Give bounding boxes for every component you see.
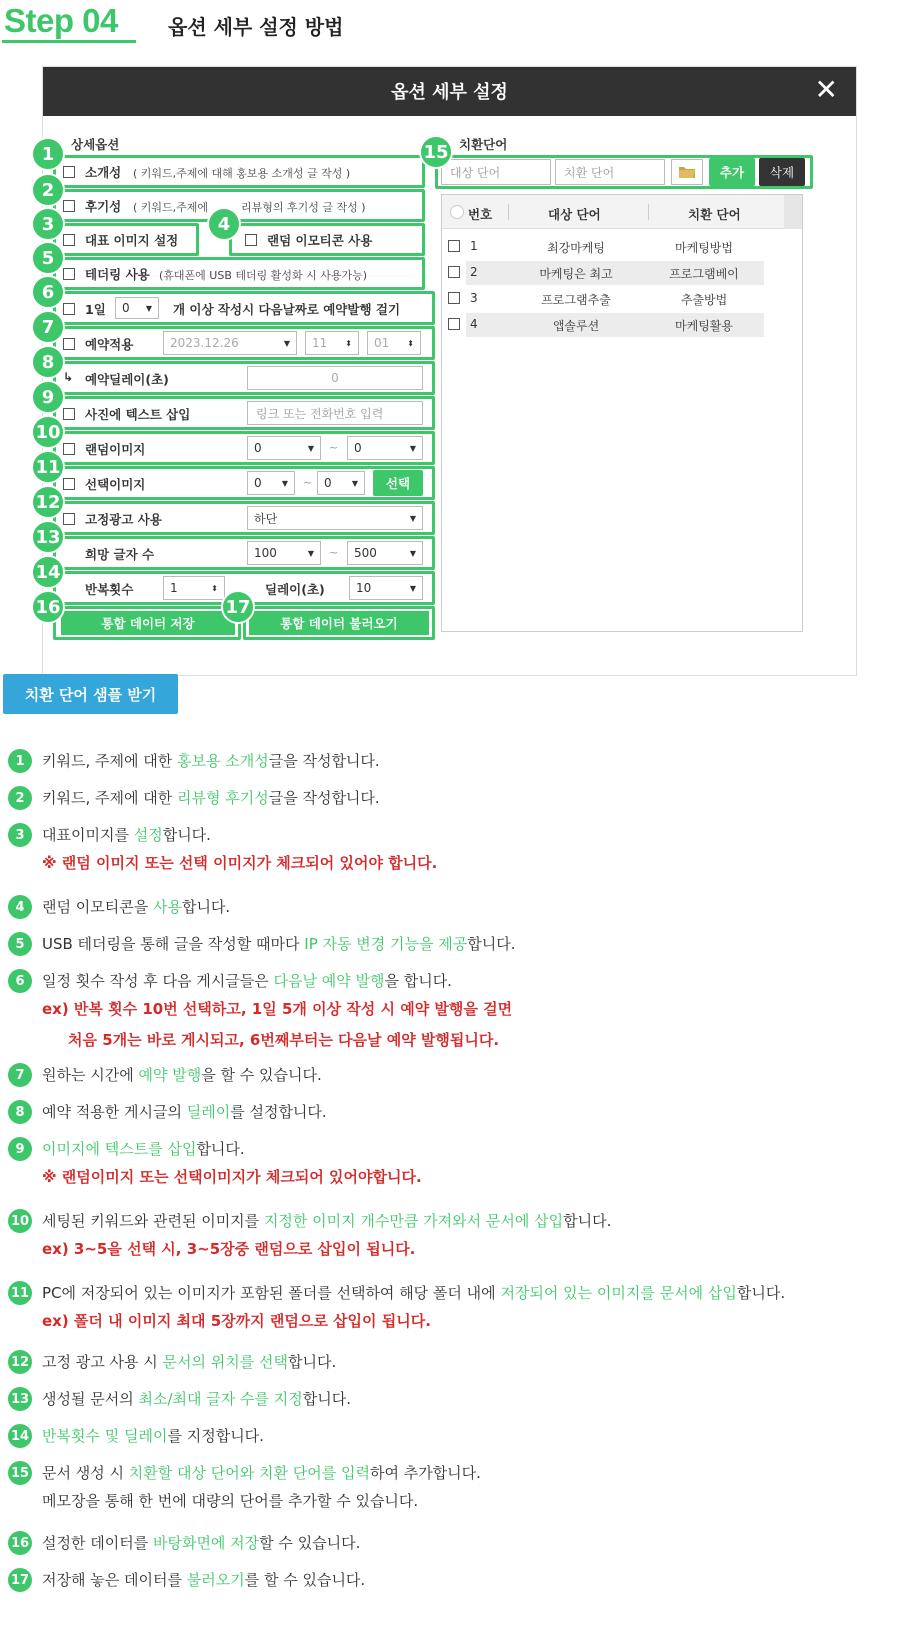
random-to-value: 0 (354, 441, 362, 455)
options-window (35, 66, 857, 676)
description-badge: 8 (8, 1100, 32, 1124)
description-badge: 15 (8, 1461, 32, 1485)
badge-13: 13 (31, 520, 65, 554)
description-plain: 고정 광고 사용 시 (42, 1353, 163, 1371)
spinner-icon: ⬍ (345, 338, 352, 348)
review-label: 후기성 (85, 199, 122, 214)
description-plain: 을 합니다. (384, 972, 452, 990)
badge-12: 12 (31, 485, 65, 519)
badge-6: 6 (31, 275, 65, 309)
badge-8: 8 (31, 345, 65, 379)
table-header (442, 195, 802, 229)
description-plain: 를 지정합니다. (167, 1427, 264, 1445)
intro-note: ( 키워드,주제에 대해 홍보용 소개성 글 작성 ) (133, 167, 351, 180)
description-badge: 13 (8, 1387, 32, 1411)
description-plain: 합니다. (302, 1390, 351, 1408)
select-from-value: 0 (254, 476, 262, 490)
description-text (42, 1424, 264, 1448)
description-plain: 합니다. (563, 1212, 612, 1230)
reserve-date-picker[interactable] (163, 331, 297, 355)
range-tilde: ~ (303, 476, 313, 489)
description-text (42, 1100, 327, 1124)
sample-download-button[interactable]: 치환 단어 샘플 받기 (3, 674, 178, 714)
description-plain: 일정 횟수 작성 후 다음 게시글들은 (42, 972, 274, 990)
char-min-select[interactable] (247, 541, 321, 565)
replace-word-table (441, 194, 803, 632)
reserve-label: 예약적용 (85, 337, 134, 352)
description-text (42, 969, 512, 993)
column-header-no: 번호 (468, 207, 493, 222)
badge-14: 14 (31, 555, 65, 589)
description-plain: 합니다. (162, 826, 211, 844)
reserve-minute-spinner[interactable] (367, 331, 421, 355)
description-plain: 하여 추가합니다. (369, 1464, 481, 1482)
description-body (32, 1100, 327, 1124)
badge-9: 9 (31, 380, 65, 414)
chevron-down-icon: ▼ (409, 443, 416, 453)
description-item (8, 895, 230, 919)
badge-1: 1 (31, 137, 65, 171)
description-plain: 저장해 놓은 데이터를 (42, 1571, 187, 1589)
description-highlight: 불러오기 (186, 1571, 245, 1589)
row-replace: 추출방법 (680, 293, 728, 307)
description-plain: 합니다. (196, 1140, 245, 1158)
description-plain: PC에 저장되어 있는 이미지가 포함된 폴더를 선택하여 해당 폴더 내에 (42, 1284, 501, 1302)
description-text (42, 1063, 322, 1087)
description-badge: 14 (8, 1424, 32, 1448)
description-highlight: 이미지에 텍스트를 삽입 (42, 1140, 197, 1158)
description-item (8, 1137, 422, 1193)
repeat-count-value: 1 (170, 581, 178, 595)
spinner-icon: ⬍ (407, 338, 414, 348)
target-word-input[interactable]: 대상 단어 (441, 159, 551, 185)
description-body (32, 969, 512, 1055)
table-row[interactable] (442, 313, 764, 337)
description-highlight: 사용 (152, 898, 182, 916)
row-checkbox[interactable] (448, 240, 460, 252)
description-highlight: 다음날 예약 발행 (273, 972, 385, 990)
description-body (32, 1281, 785, 1337)
description-highlight: 저장되어 있는 이미지를 문서에 삽입 (500, 1284, 737, 1302)
description-plain: 합니다. (181, 898, 231, 916)
badge-15: 15 (419, 135, 453, 169)
description-badge: 2 (8, 786, 32, 810)
table-row[interactable] (442, 261, 764, 285)
daily-suffix: 개 이상 작성시 다음날짜로 예약발행 걸기 (173, 302, 401, 317)
description-body (32, 932, 515, 956)
description-badge: 9 (8, 1137, 32, 1161)
description-text (42, 1387, 351, 1411)
description-badge: 16 (8, 1531, 32, 1555)
select-to-value: 0 (324, 476, 332, 490)
row-no: 1 (470, 239, 478, 253)
window-title: 옵션 세부 설정 (391, 82, 508, 103)
description-badge: 4 (8, 895, 32, 919)
description-badge: 11 (8, 1281, 32, 1305)
window-header (43, 67, 856, 116)
description-item (8, 1281, 785, 1337)
description-highlight: IP 자동 변경 기능을 제공 (304, 935, 468, 953)
description-plain: 키워드, 주제에 대한 (42, 789, 177, 807)
description-badge: 3 (8, 823, 32, 847)
random-image-label: 랜덤이미지 (85, 442, 146, 457)
range-tilde: ~ (329, 441, 339, 454)
description-item (8, 1387, 351, 1411)
random-from-value: 0 (254, 441, 262, 455)
repeat-delay-label: 딜레이(초) (265, 582, 325, 597)
description-body (32, 1531, 360, 1555)
description-plain: 키워드, 주제에 대한 (42, 752, 177, 770)
description-plain: 원하는 시간에 (42, 1066, 139, 1084)
description-item (8, 786, 380, 810)
delay-input[interactable]: 0 (247, 366, 423, 390)
description-highlight: 문서의 위치를 선택 (162, 1353, 288, 1371)
rep-image-checkbox[interactable] (63, 234, 75, 246)
description-highlight: 반복횟수 및 딜레이 (42, 1427, 168, 1445)
reserve-hour-spinner[interactable] (305, 331, 359, 355)
description-text (42, 1350, 336, 1374)
description-text (42, 749, 380, 773)
char-count-label: 희망 글자 수 (85, 547, 155, 562)
tether-checkbox[interactable] (63, 268, 75, 280)
description-item (8, 1531, 360, 1555)
description-text (42, 1461, 481, 1485)
close-icon[interactable]: ✕ (814, 73, 838, 106)
row-checkbox[interactable] (448, 292, 460, 304)
row-target: 최강마케팅 (547, 241, 605, 255)
badge-3: 3 (31, 207, 65, 241)
badge-4: 4 (207, 207, 241, 241)
row-no: 3 (470, 291, 478, 305)
select-to-select[interactable] (317, 471, 365, 495)
badge-5: 5 (31, 241, 65, 275)
chevron-down-icon: ▼ (145, 303, 152, 313)
row-target: 마케팅은 최고 (539, 267, 613, 281)
description-badge: 17 (8, 1568, 32, 1592)
char-max-select[interactable] (347, 541, 423, 565)
char-min-value: 100 (254, 546, 277, 560)
description-plain: 를 설정합니다. (230, 1103, 327, 1121)
description-highlight: 홍보용 소개성 (177, 752, 269, 770)
description-plain: 예약 적용한 게시글의 (42, 1103, 187, 1121)
description-item (8, 1568, 365, 1592)
description-note: ex) 폴더 내 이미지 최대 5장까지 랜덤으로 삽입이 됩니다. (42, 1312, 431, 1330)
text-insert-label: 사진에 텍스트 삽입 (85, 407, 191, 422)
description-plain: 할 수 있습니다. (259, 1534, 361, 1552)
chevron-down-icon: ▼ (409, 583, 416, 593)
description-plain: 합니다. (287, 1353, 337, 1371)
row-no: 4 (470, 317, 478, 331)
select-folder-button[interactable]: 선택 (373, 470, 423, 496)
folder-icon (678, 165, 696, 179)
reserve-date-value: 2023.12.26 (170, 336, 239, 350)
description-body (32, 1424, 264, 1448)
badge-17: 17 (221, 590, 255, 624)
description-note: ※ 랜덤이미지 또는 선택이미지가 체크되어 있어야합니다. (42, 1168, 422, 1186)
description-body (32, 1137, 422, 1193)
row-checkbox[interactable] (448, 318, 460, 330)
description-item (8, 969, 512, 1055)
description-item (8, 932, 515, 956)
delete-word-button[interactable]: 삭제 (759, 158, 805, 186)
description-badge: 7 (8, 1063, 32, 1087)
description-highlight: 바탕화면에 저장 (152, 1534, 260, 1552)
daily-prefix: 1일 (85, 302, 106, 317)
description-plain: 생성될 문서의 (42, 1390, 139, 1408)
chevron-down-icon: ▼ (307, 443, 314, 453)
reserve-checkbox[interactable] (63, 338, 75, 350)
daily-checkbox[interactable] (63, 303, 75, 315)
page-title: 옵션 세부 설정 방법 (168, 15, 344, 39)
row-replace: 마케팅방법 (675, 241, 733, 255)
description-plain: 문서 생성 시 (42, 1464, 129, 1482)
select-image-label: 선택이미지 (85, 477, 146, 492)
description-highlight: 치환할 대상 단어와 치환 단어를 입력 (128, 1464, 370, 1482)
description-item (8, 1350, 336, 1374)
description-text (42, 786, 380, 810)
description-highlight: 설정 (133, 826, 163, 844)
replace-words-title: 치환단어 (459, 137, 508, 152)
description-plain: 대표이미지를 (42, 826, 134, 844)
description-note: ※ 랜덤 이미지 또는 선택 이미지가 체크되어 있어야 합니다. (42, 854, 438, 872)
rep-image-label: 대표 이미지 설정 (85, 233, 179, 248)
fixed-ad-label: 고정광고 사용 (85, 512, 162, 527)
description-badge: 12 (8, 1350, 32, 1374)
description-text (42, 1209, 611, 1233)
description-item (8, 1424, 264, 1448)
description-plain: 를 할 수 있습니다. (244, 1571, 366, 1589)
emoticon-checkbox[interactable] (245, 234, 257, 246)
intro-checkbox[interactable] (63, 166, 75, 178)
intro-label: 소개성 (85, 165, 122, 180)
fixed-ad-checkbox[interactable] (63, 513, 75, 525)
description-text (42, 823, 437, 847)
badge-11: 11 (31, 450, 65, 484)
folder-open-button[interactable] (671, 159, 703, 185)
description-item (8, 1100, 327, 1124)
description-highlight: 예약 발행 (138, 1066, 202, 1084)
column-header-replace: 치환 단어 (688, 207, 741, 222)
description-body (32, 823, 437, 879)
description-plain: 합니다. (467, 935, 516, 953)
fixed-ad-position-select[interactable] (247, 506, 423, 530)
description-plain: USB 테더링을 통해 글을 작성할 때마다 (42, 935, 305, 953)
description-body (32, 1568, 365, 1592)
chevron-down-icon: ▼ (409, 513, 416, 523)
description-badge: 6 (8, 969, 32, 993)
range-tilde: ~ (329, 546, 339, 559)
random-image-checkbox[interactable] (63, 443, 75, 455)
badge-2: 2 (31, 173, 65, 207)
description-plain: 합니다. (736, 1284, 786, 1302)
select-image-checkbox[interactable] (63, 478, 75, 490)
column-divider (508, 204, 509, 220)
replace-word-input[interactable]: 치환 단어 (555, 159, 665, 185)
description-plain: 세팅된 키워드와 관련된 이미지를 (42, 1212, 264, 1230)
description-item (8, 1063, 322, 1087)
description-body (32, 895, 230, 919)
tether-label: 테더링 사용 (85, 267, 150, 282)
chevron-down-icon: ▼ (409, 548, 416, 558)
description-text (42, 1281, 785, 1305)
reserve-minute-value: 01 (374, 336, 390, 350)
random-from-select[interactable] (247, 436, 321, 460)
description-body (32, 749, 380, 773)
sub-arrow-icon: ↳ (63, 370, 74, 384)
description-body (32, 1350, 336, 1374)
review-note-2: 리뷰형의 후기성 글 작성 ) (241, 201, 366, 214)
reserve-hour-value: 11 (312, 336, 328, 350)
select-from-select[interactable] (247, 471, 295, 495)
description-item (8, 823, 437, 879)
description-plain: 설정한 데이터를 (42, 1534, 153, 1552)
row-target: 앱솔루션 (552, 319, 600, 333)
daily-count-select[interactable] (115, 297, 159, 319)
description-highlight: 리뷰형 후기성 (177, 789, 269, 807)
spinner-icon: ⬍ (211, 583, 218, 593)
badge-16: 16 (31, 590, 65, 624)
description-item (8, 1209, 611, 1265)
description-badge: 1 (8, 749, 32, 773)
description-extra: 메모장을 통해 한 번에 대량의 단어를 추가할 수 있습니다. (42, 1492, 419, 1510)
description-note: 처음 5개는 바로 게시되고, 6번째부터는 다음날 예약 발행됩니다. (68, 1031, 500, 1049)
description-highlight: 딜레이 (186, 1103, 231, 1121)
column-header-target: 대상 단어 (548, 207, 601, 222)
description-note: ex) 3~5을 선택 시, 3~5장중 랜덤으로 삽입이 됩니다. (42, 1240, 416, 1258)
text-insert-checkbox[interactable] (63, 408, 75, 420)
random-to-select[interactable] (347, 436, 423, 460)
calendar-dropdown-icon: ▼ (283, 338, 290, 348)
description-text (42, 932, 515, 956)
step-title: Step 04 (4, 2, 118, 39)
fixed-ad-position-value: 하단 (254, 511, 278, 526)
column-divider (648, 204, 649, 220)
repeat-count-input[interactable] (163, 576, 225, 600)
detail-options-title: 상세옵션 (71, 137, 120, 152)
add-word-button[interactable]: 추가 (709, 158, 755, 186)
char-max-value: 500 (354, 546, 377, 560)
repeat-delay-value: 10 (356, 581, 372, 595)
description-body (32, 1461, 481, 1517)
description-text (42, 1531, 360, 1555)
repeat-delay-select[interactable] (349, 576, 423, 600)
repeat-label: 반복횟수 (85, 582, 134, 597)
description-note: ex) 반복 횟수 10번 선택하고, 1일 5개 이상 작성 시 예약 발행을 걸면 (42, 1000, 513, 1018)
description-item (8, 1461, 481, 1517)
daily-count-value: 0 (122, 301, 130, 315)
description-body (32, 1387, 351, 1411)
description-badge: 10 (8, 1209, 32, 1233)
description-body (32, 786, 380, 810)
scrollbar[interactable] (784, 195, 802, 229)
step-underline (2, 40, 136, 43)
row-target: 프로그램추출 (541, 293, 611, 307)
description-body (32, 1063, 322, 1087)
description-plain: 랜덤 이모티콘을 (42, 898, 153, 916)
chevron-down-icon: ▼ (351, 478, 358, 488)
description-highlight: 지정한 이미지 개수만큼 가져와서 문서에 삽입 (263, 1212, 564, 1230)
description-body (32, 1209, 611, 1265)
chevron-down-icon: ▼ (307, 548, 314, 558)
description-text (42, 1568, 365, 1592)
load-data-button[interactable]: 통합 데이터 불러오기 (249, 611, 429, 635)
badge-7: 7 (31, 310, 65, 344)
row-no: 2 (470, 265, 478, 279)
save-data-button[interactable]: 통합 데이터 저장 (61, 611, 235, 635)
emoticon-label: 랜덤 이모티콘 사용 (267, 233, 373, 248)
description-badge: 5 (8, 932, 32, 956)
row-replace: 마케팅활용 (675, 319, 733, 333)
row-replace: 프로그램베이 (669, 267, 739, 281)
table-row[interactable] (442, 287, 764, 311)
tether-note: (휴대폰에 USB 테더링 활성화 시 사용가능) (159, 269, 368, 282)
badge-10: 10 (31, 415, 65, 449)
row-checkbox[interactable] (448, 266, 460, 278)
select-all-radio[interactable] (450, 205, 464, 219)
text-insert-input[interactable]: 링크 또는 전화번호 입력 (247, 401, 423, 425)
review-checkbox[interactable] (63, 200, 75, 212)
description-item (8, 749, 380, 773)
description-text (42, 1137, 422, 1161)
description-plain: 글을 작성합니다. (268, 752, 380, 770)
description-plain: 을 할 수 있습니다. (201, 1066, 322, 1084)
description-highlight: 최소/최대 글자 수를 지정 (138, 1390, 303, 1408)
chevron-down-icon: ▼ (281, 478, 288, 488)
table-row[interactable] (442, 235, 764, 259)
description-text (42, 895, 230, 919)
description-plain: 글을 작성합니다. (268, 789, 380, 807)
review-note: ( 키워드,주제에 (133, 201, 209, 214)
delay-label: 예약딜레이(초) (85, 372, 169, 387)
